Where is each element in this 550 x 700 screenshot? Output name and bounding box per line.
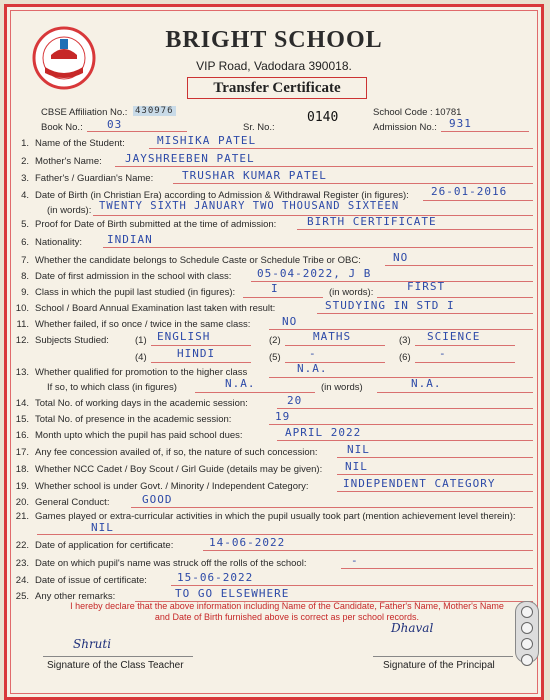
f5-line: [297, 229, 533, 230]
f2-line: [115, 166, 533, 167]
f10-label: School / Board Annual Examination last taken with result:: [35, 303, 276, 314]
f5-value: BIRTH CERTIFICATE: [307, 215, 437, 228]
f6-number: 6.: [21, 237, 29, 248]
f14-line: [277, 408, 533, 409]
f4-line: [423, 200, 533, 201]
f13-number: 13.: [15, 367, 29, 378]
subject-v1-value: ENGLISH: [157, 330, 211, 343]
f24-line: [171, 585, 533, 586]
class-teacher-signature: Shruti: [73, 637, 112, 651]
f13-words-line: [377, 392, 533, 393]
subject-s3-label: (3): [399, 335, 411, 346]
f7-value: NO: [393, 251, 409, 264]
f6-label: Nationality:: [35, 237, 82, 248]
f17-line: [337, 457, 533, 458]
f13-words-label: (in words): [321, 382, 363, 393]
f21-label: Games played or extra-curricular activities in which the pupil usually took part (mention achievement level therein):: [35, 511, 516, 522]
f22-number: 22.: [15, 540, 29, 551]
subject-v3-line: [415, 345, 515, 346]
school-address: VIP Road, Vadodara 390018.: [196, 59, 352, 73]
f3-value: TRUSHAR KUMAR PATEL: [182, 169, 327, 182]
subject-v6-line: [415, 362, 515, 363]
f21-line: [37, 534, 533, 535]
f5-number: 5.: [21, 219, 29, 230]
f18-label: Whether NCC Cadet / Boy Scout / Girl Guide (details may be given):: [35, 464, 323, 475]
principal-sign-label: Signature of the Principal: [383, 660, 495, 671]
f13-sub-value: N.A.: [225, 377, 256, 390]
f2-label: Mother's Name:: [35, 156, 102, 167]
sr-no-value: 0140: [307, 110, 339, 125]
f9-words-line: [377, 297, 533, 298]
subject-v3-value: SCIENCE: [427, 330, 481, 343]
f11-value: NO: [282, 315, 298, 328]
f13-label: Whether qualified for promotion to the higher class: [35, 367, 248, 378]
f16-value: APRIL 2022: [285, 426, 362, 439]
f25-value: TO GO ELSEWHERE: [175, 587, 290, 600]
f21-number: 21.: [15, 511, 29, 522]
f25-label: Any other remarks:: [35, 591, 116, 602]
f22-label: Date of application for certificate:: [35, 540, 174, 551]
f7-line: [385, 265, 533, 266]
f17-value: NIL: [347, 443, 370, 456]
f24-label: Date of issue of certificate:: [35, 575, 147, 586]
f9-words-label: (in words):: [329, 287, 374, 298]
f1-label: Name of the Student:: [35, 138, 125, 149]
f4-words-value: TWENTY SIXTH JANUARY TWO THOUSAND SIXTEEN: [99, 200, 400, 212]
f13-sub-label: If so, to which class (in figures): [47, 382, 177, 393]
f23-number: 23.: [15, 558, 29, 569]
f3-number: 3.: [21, 173, 29, 184]
book-no-value: 03: [107, 118, 123, 131]
f12-label: Subjects Studied:: [35, 335, 109, 346]
f8-number: 8.: [21, 271, 29, 282]
f19-label: Whether school is under Govt. / Minority / Independent Category:: [35, 481, 309, 492]
subject-v4-line: [151, 362, 251, 363]
f9-line: [243, 297, 323, 298]
certificate-title: Transfer Certificate: [187, 77, 367, 99]
subject-v1-line: [151, 345, 251, 346]
f18-number: 18.: [15, 464, 29, 475]
f12-number: 12.: [15, 335, 29, 346]
f9-value: I: [271, 282, 279, 295]
f14-label: Total No. of working days in the academic session:: [35, 398, 248, 409]
admission-no-label: Admission No.:: [373, 122, 437, 133]
f16-number: 16.: [15, 430, 29, 441]
f8-value: 05-04-2022, J B: [257, 267, 372, 280]
f24-number: 24.: [15, 575, 29, 586]
declaration-text: I hereby declare that the above information including Name of the Candidate, Father's Name, Mother's Name and Date of Birth furnished above is correct as per school records.: [70, 601, 504, 622]
f9-label: Class in which the pupil last studied (in figures):: [35, 287, 236, 298]
f17-number: 17.: [15, 447, 29, 458]
logo-initials: BS: [54, 59, 74, 74]
f2-value: JAYSHREEBEN PATEL: [125, 152, 255, 165]
f19-number: 19.: [15, 481, 29, 492]
admission-no-value: 931: [449, 117, 472, 130]
subject-s2-label: (2): [269, 335, 281, 346]
school-code-label: School Code :: [373, 107, 433, 118]
f13-words-value: N.A.: [411, 377, 442, 390]
f1-number: 1.: [21, 138, 29, 149]
f4-words-line: [93, 215, 533, 216]
f23-line: [341, 568, 533, 569]
f3-line: [173, 183, 533, 184]
subject-v5-value: -: [309, 347, 317, 360]
subject-v2-line: [285, 345, 385, 346]
f10-value: STUDYING IN STD I: [325, 299, 455, 312]
f15-number: 15.: [15, 414, 29, 425]
f4-words-label: (in words):: [47, 205, 92, 216]
f19-value: INDEPENDENT CATEGORY: [343, 477, 496, 490]
f8-label: Date of first admission in the school with class:: [35, 271, 232, 282]
f1-value: MISHIKA PATEL: [157, 134, 257, 147]
sr-no-label: Sr. No.:: [243, 122, 275, 133]
subject-v4-value: HINDI: [177, 347, 216, 360]
f11-number: 11.: [16, 319, 29, 330]
f18-line: [337, 474, 533, 475]
f25-number: 25.: [15, 591, 29, 602]
principal-signature: Dhaval: [391, 621, 434, 635]
school-name: BRIGHT SCHOOL: [165, 27, 383, 53]
f13-sub-line: [195, 392, 315, 393]
f10-line: [317, 313, 533, 314]
f24-value: 15-06-2022: [177, 571, 254, 584]
subject-s4-label: (4): [135, 352, 147, 363]
f11-label: Whether failed, if so once / twice in the same class:: [35, 319, 251, 330]
f11-line: [269, 329, 533, 330]
f16-label: Month upto which the pupil has paid school dues:: [35, 430, 243, 441]
f9-words-value: FIRST: [407, 280, 446, 293]
affiliation-value: 430976: [135, 106, 174, 116]
class-teacher-sign-label: Signature of the Class Teacher: [47, 660, 184, 671]
admission-no-line: [441, 131, 529, 132]
f6-value: INDIAN: [107, 233, 153, 246]
f15-value: 19: [275, 410, 291, 423]
f23-label: Date on which pupil's name was struck off the rolls of the school:: [35, 558, 307, 569]
f22-value: 14-06-2022: [209, 536, 286, 549]
f5-label: Proof for Date of Birth submitted at the time of admission:: [35, 219, 277, 230]
f21-value: NIL: [91, 521, 114, 534]
f3-label: Father's / Guardian's Name:: [35, 173, 154, 184]
f6-line: [103, 247, 533, 248]
principal-sign-line: [373, 656, 513, 657]
f19-line: [337, 491, 533, 492]
affiliation-label: CBSE Affiliation No.:: [41, 107, 128, 118]
f14-value: 20: [287, 394, 303, 407]
book-no-line: [87, 131, 187, 132]
f22-line: [203, 550, 533, 551]
f9-number: 9.: [21, 287, 29, 298]
f4-number: 4.: [21, 190, 29, 201]
subject-s5-label: (5): [269, 352, 281, 363]
f20-value: GOOD: [142, 493, 173, 506]
f20-label: General Conduct:: [35, 497, 110, 508]
subject-s6-label: (6): [399, 352, 411, 363]
f16-line: [277, 440, 533, 441]
subject-v2-value: MATHS: [313, 330, 352, 343]
f13-line: [269, 377, 533, 378]
f17-label: Any fee concession availed of, if so, the nature of such concession:: [35, 447, 318, 458]
f20-number: 20.: [15, 497, 29, 508]
f8-line: [251, 281, 533, 282]
book-no-label: Book No.:: [41, 122, 83, 133]
school-code-value: 10781: [435, 107, 462, 118]
f4-value: 26-01-2016: [431, 185, 508, 198]
f13-value: N.A.: [297, 362, 328, 375]
f2-number: 2.: [21, 156, 29, 167]
f18-value: NIL: [345, 460, 368, 473]
f10-number: 10.: [15, 303, 29, 314]
f1-line: [149, 148, 533, 149]
f20-line: [131, 507, 533, 508]
seal-holes: [515, 601, 539, 663]
subject-v6-value: -: [439, 347, 447, 360]
f14-number: 14.: [15, 398, 29, 409]
f15-label: Total No. of presence in the academic session:: [35, 414, 232, 425]
teacher-sign-line: [43, 656, 193, 657]
subject-s1-label: (1): [135, 335, 147, 346]
f7-label: Whether the candidate belongs to Schedule Caste or Schedule Tribe or OBC:: [35, 255, 361, 266]
f4-label: Date of Birth (in Christian Era) according to Admission & Withdrawal Register (in figures):: [35, 190, 409, 201]
transfer-certificate: [4, 4, 544, 700]
f15-line: [269, 424, 533, 425]
f23-value: -: [351, 554, 359, 567]
f7-number: 7.: [21, 255, 29, 266]
